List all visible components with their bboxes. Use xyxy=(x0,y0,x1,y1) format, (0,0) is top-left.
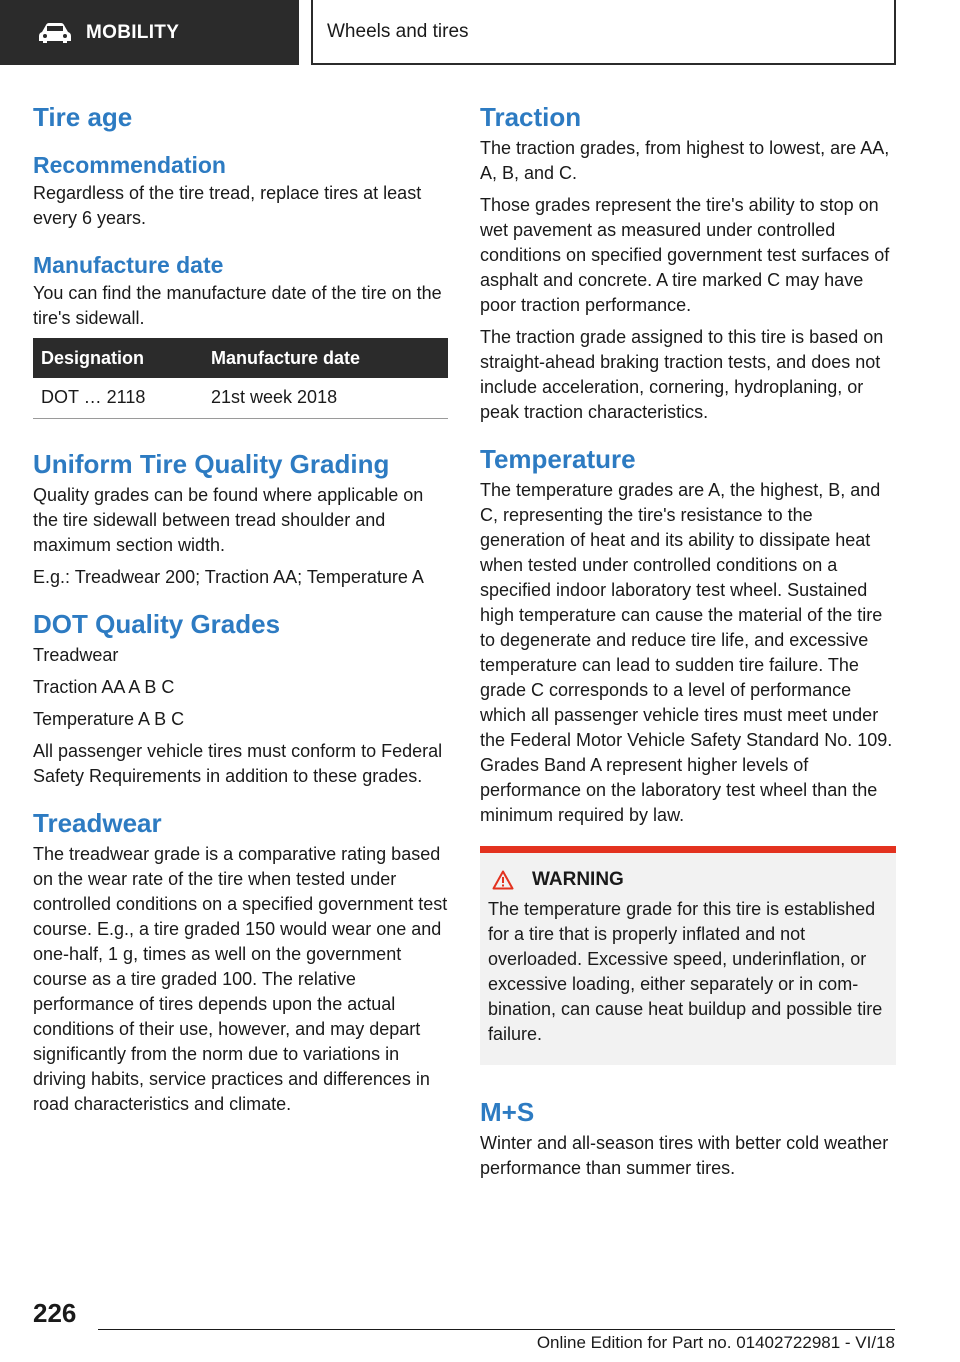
table-header-manufacture-date: Manufacture date xyxy=(203,338,448,378)
car-icon xyxy=(38,22,72,44)
traction-text-2: Those grades represent the tire's ability to stop on wet pavement as measured under controlled conditions on specified government test surfaces of asphalt and concrete. A tire marked C may have poor traction performance. xyxy=(480,195,890,315)
manufacture-date-table xyxy=(33,338,448,419)
tire-age-heading: Tire age xyxy=(33,102,133,132)
chapter-header xyxy=(311,0,896,65)
table-header-designation: Designation xyxy=(33,338,203,378)
utqg-heading: Uniform Tire Quality Grading xyxy=(33,448,390,479)
temperature-text: The temperature grades are A, the highest, B, and C, representing the tire's resistance to the generation of heat and its ability to dissipate heat when tested under controlled conditions on a specified indoor laboratory test wheel. Sustained high temperature can cause the material of the tire to degenerate and reduce tire life, and excessive temperature can lead to sudden tire failure. The grade C corresponds to a level of performance which all passenger vehicle tires must meet under the Federal Motor Vehicle Safety Standard No. 109. Grades Band A represent higher levels of performance on the laboratory test wheel than the minimum required by law. xyxy=(480,480,893,825)
dot-grades-heading: DOT Quality Grades xyxy=(33,608,281,639)
dot-line-temperature: Temperature A B C xyxy=(33,708,185,729)
warning-text: The temperature grade for this tire is established for a tire that is properly inflated and not overloaded. Excessive speed, underinflation, or excessive loading, either separately or in combination, can cause heat buildup and possible tire failure. xyxy=(488,899,883,1044)
warning-label: WARNING xyxy=(532,869,624,890)
dot-grades-text: All passenger vehicle tires must conform to Federal Safety Requirements in addition to these grades. xyxy=(33,740,443,786)
warning-header xyxy=(488,869,888,891)
right-column xyxy=(480,100,896,1188)
recommendation-heading: Recommendation xyxy=(33,152,226,178)
ms-heading: M+S xyxy=(480,1097,535,1127)
utqg-text: Quality grades can be found where applicable on the tire sidewall between tread shoulder and maximum section width. xyxy=(33,484,424,555)
table-cell-date: 21st week 2018 xyxy=(203,378,448,418)
ms-text: Winter and all-season tires with better cold weather performance than summer tires. xyxy=(480,1133,889,1178)
footer-edition: Online Edition for Part no. 01402722981 - VI/18 xyxy=(536,1333,895,1352)
warning-triangle-icon xyxy=(492,870,514,890)
table-cell-designation: DOT … 2118 xyxy=(33,378,203,418)
section-header xyxy=(0,0,299,65)
left-column xyxy=(33,100,448,1124)
manufacture-date-text: You can find the manufacture date of the tire on the tire's sidewall. xyxy=(33,283,442,328)
dot-line-treadwear: Treadwear xyxy=(33,644,119,665)
page-number: 226 xyxy=(33,1298,77,1328)
table-header-row xyxy=(33,338,448,378)
traction-heading: Traction xyxy=(480,102,582,132)
utqg-example: E.g.: Treadwear 200; Traction AA; Temperature A xyxy=(33,566,424,587)
section-title: MOBILITY xyxy=(86,21,180,43)
manufacture-date-heading: Manufacture date xyxy=(33,252,224,278)
temperature-heading: Temperature xyxy=(480,444,636,474)
footer-divider xyxy=(98,1329,895,1330)
warning-box xyxy=(480,846,896,1065)
table-row xyxy=(33,378,448,418)
recommendation-text: Regardless of the tire tread, replace tires at least every 6 years. xyxy=(33,183,422,228)
dot-line-traction: Traction AA A B C xyxy=(33,676,175,697)
chapter-title: Wheels and tires xyxy=(327,20,469,42)
treadwear-heading: Treadwear xyxy=(33,807,162,838)
traction-text-1: The traction grades, from highest to lowest, are AA, A, B, and C. xyxy=(480,138,890,183)
traction-text-3: The traction grade assigned to this tire is based on straight-ahead braking traction tests, and does not include acceleration, cornering, hydroplaning, or peak traction characteristics. xyxy=(480,327,884,422)
treadwear-text: The treadwear grade is a comparative rating based on the wear rate of the tire when tested under controlled conditions on a specified government test course. E.g., a tire graded 150 would wear one and one-half, 1 g, times as well on the government course as a tire graded 100. The relative performance of tires depends upon the actual conditions of their use, however, and may depart significantly from the norm due to variations in driving habits, service practices and differences in road characteristics and climate. xyxy=(33,843,448,1114)
